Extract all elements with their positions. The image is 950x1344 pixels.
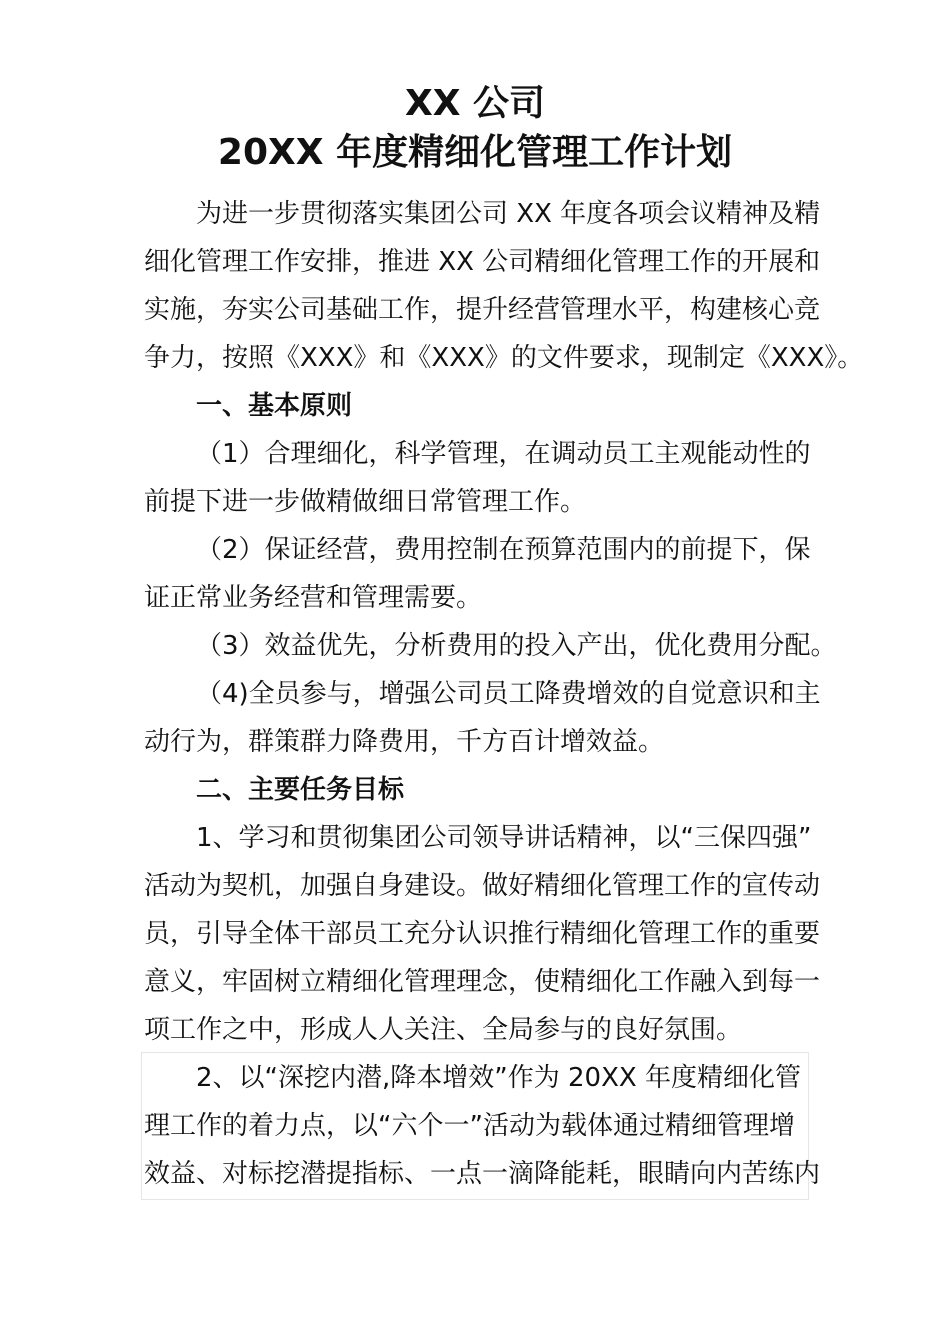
principle-2-line-1: （2）保证经营，费用控制在预算范围内的前提下，保 (196, 535, 811, 565)
document-title-company: XX 公司 (404, 83, 546, 124)
principle-4-line-2: 动行为，群策群力降费用，千方百计增效益。 (144, 727, 665, 757)
principle-1-line-1: （1）合理细化，科学管理，在调动员工主观能动性的 (196, 439, 811, 469)
goal-2-line-1: 2、以“深挖内潜,降本增效”作为 20XX 年度精细化管 (196, 1063, 801, 1093)
goal-1-line-1: 1、学习和贯彻集团公司领导讲话精神，以“三保四强” (196, 823, 812, 853)
goal-2-line-3: 效益、对标挖潜提指标、一点一滴降能耗，眼睛向内苦练内 (144, 1159, 821, 1189)
principle-3-line-1: （3）效益优先，分析费用的投入产出，优化费用分配。 (196, 631, 837, 661)
principle-4-line-1: （4)全员参与，增强公司员工降费增效的自觉意识和主 (196, 679, 821, 709)
goal-1-line-2: 活动为契机，加强自身建设。做好精细化管理工作的宣传动 (144, 871, 821, 901)
goal-1-line-5: 项工作之中，形成人人关注、全局参与的良好氛围。 (144, 1015, 743, 1045)
section-heading-principles: 一、基本原则 (196, 391, 353, 421)
goal-2-line-2: 理工作的着力点，以“六个一”活动为载体通过精细管理增 (144, 1111, 795, 1141)
intro-line-4: 争力，按照《XXX》和《XXX》的文件要求，现制定《XXX》。 (144, 343, 864, 373)
intro-line-3: 实施，夯实公司基础工作，提升经营管理水平，构建核心竞 (144, 295, 821, 325)
principle-2-line-2: 证正常业务经营和管理需要。 (144, 583, 483, 613)
intro-line-1: 为进一步贯彻落实集团公司 XX 年度各项会议精神及精 (196, 199, 821, 229)
document-title-plan: 20XX 年度精细化管理工作计划 (217, 132, 733, 173)
intro-line-2: 细化管理工作安排，推进 XX 公司精细化管理工作的开展和 (144, 247, 821, 277)
section-heading-goals: 二、主要任务目标 (196, 775, 405, 805)
goal-1-line-3: 员，引导全体干部员工充分认识推行精细化管理工作的重要 (144, 919, 821, 949)
goal-1-line-4: 意义，牢固树立精细化管理理念，使精细化工作融入到每一 (144, 967, 821, 997)
principle-1-line-2: 前提下进一步做精做细日常管理工作。 (144, 487, 587, 517)
